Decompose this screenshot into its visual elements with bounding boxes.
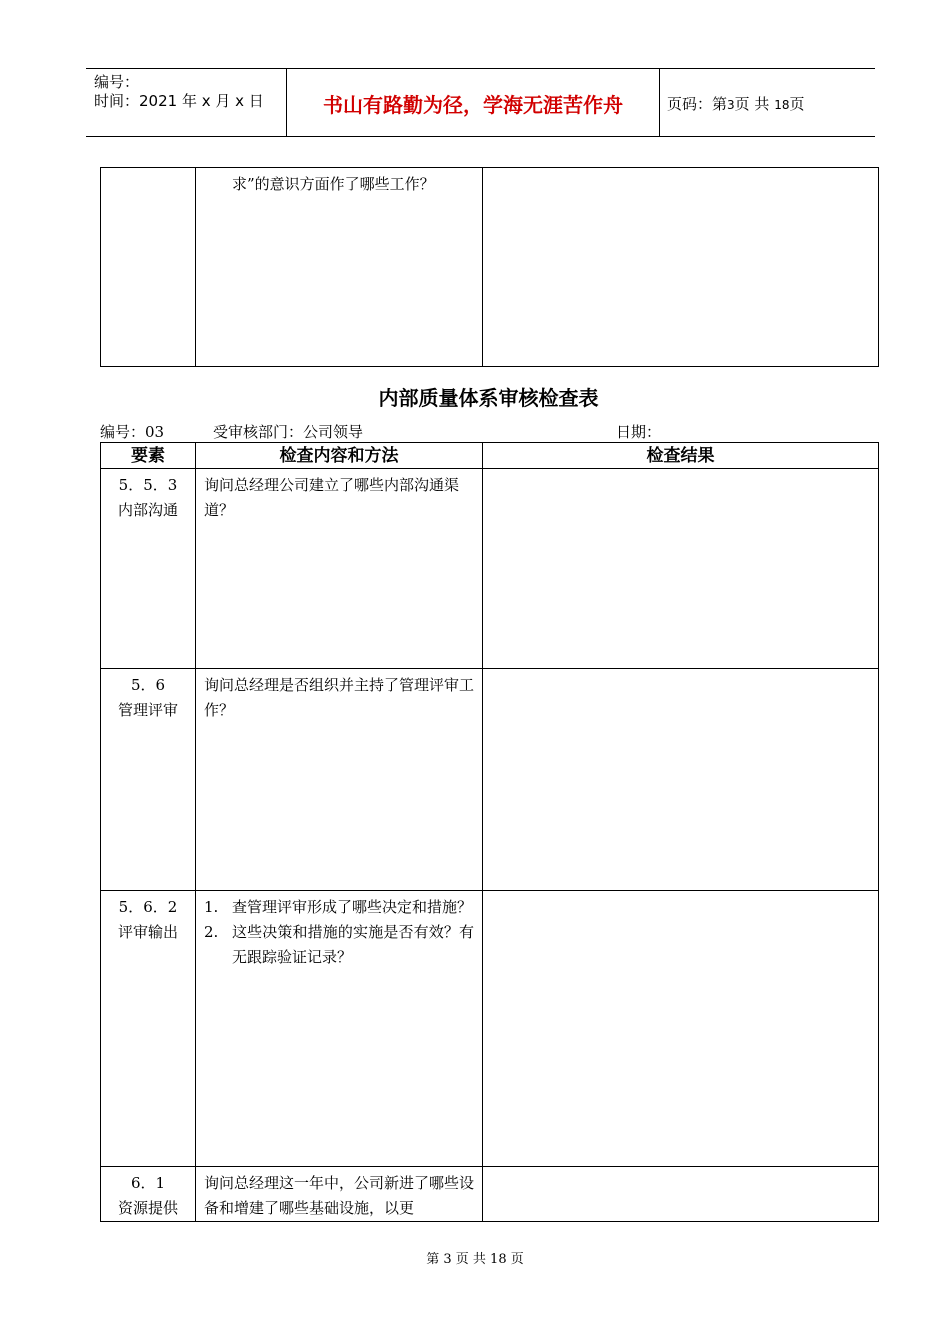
list-item-text: 查管理评审形成了哪些决定和措施？ bbox=[232, 898, 473, 916]
continuation-content-cell: 求”的意识方面作了哪些工作？ bbox=[196, 168, 483, 367]
content-cell: 询问总经理是否组织并主持了管理评审工作？ bbox=[196, 669, 483, 891]
header-page-suffix: 页 bbox=[789, 95, 805, 113]
element-cell bbox=[101, 1167, 196, 1222]
table-row bbox=[101, 891, 879, 1167]
check-item-list bbox=[204, 895, 474, 970]
content-cell: 询问总经理公司建立了哪些内部沟通渠道？ bbox=[196, 469, 483, 669]
continuation-result-cell bbox=[483, 168, 879, 367]
table-row bbox=[101, 469, 879, 669]
col-header-element: 要素 bbox=[101, 443, 196, 469]
header-page-info bbox=[667, 94, 805, 115]
element-name: 管理评审 bbox=[117, 701, 178, 719]
table-row bbox=[101, 1167, 879, 1222]
element-number: 5．6．2 bbox=[118, 898, 178, 916]
content-cell bbox=[196, 891, 483, 1167]
element-number: 6．1 bbox=[130, 1174, 166, 1192]
list-item-number: 1. bbox=[204, 898, 219, 916]
header-serial-label: 编号： bbox=[94, 73, 140, 91]
header-motto: 书山有路勤为径，学海无涯苦作舟 bbox=[323, 93, 623, 117]
page-footer: 第 3 页 共 18 页 bbox=[426, 1252, 524, 1267]
header-page-total: 18 bbox=[774, 98, 790, 112]
header-time-label: 时间：2021 年 x 月 x 日 bbox=[94, 92, 264, 110]
result-cell bbox=[483, 1167, 879, 1222]
header-divider-right bbox=[659, 68, 660, 136]
header-page-mid: 页 共 bbox=[734, 95, 770, 113]
continuation-table bbox=[100, 167, 879, 367]
form-department: 受审核部门：公司领导 bbox=[213, 423, 364, 441]
element-name: 资源提供 bbox=[117, 1199, 178, 1217]
result-cell bbox=[483, 669, 879, 891]
header-page-prefix: 页码：第 bbox=[667, 95, 728, 113]
element-cell bbox=[101, 469, 196, 669]
checklist-table bbox=[100, 442, 879, 1222]
element-name: 评审输出 bbox=[117, 923, 178, 941]
list-item-number: 2. bbox=[204, 923, 219, 941]
table-row bbox=[101, 669, 879, 891]
content-cell: 询问总经理这一年中，公司新进了哪些设备和增建了哪些基础设施，以更 bbox=[196, 1167, 483, 1222]
header-top-rule bbox=[86, 68, 875, 69]
result-cell bbox=[483, 469, 879, 669]
form-serial: 编号：03 bbox=[100, 423, 165, 441]
element-number: 5．5．3 bbox=[118, 476, 178, 494]
element-cell bbox=[101, 669, 196, 891]
checklist-header-row bbox=[101, 443, 879, 469]
form-title: 内部质量体系审核检查表 bbox=[378, 386, 599, 410]
col-header-result: 检查结果 bbox=[483, 443, 879, 469]
form-date: 日期： bbox=[616, 423, 662, 441]
col-header-content: 检查内容和方法 bbox=[196, 443, 483, 469]
list-item bbox=[204, 920, 474, 970]
continuation-row bbox=[101, 168, 879, 367]
header-bottom-rule bbox=[86, 136, 875, 137]
element-cell bbox=[101, 891, 196, 1167]
result-cell bbox=[483, 891, 879, 1167]
list-item-text: 这些决策和措施的实施是否有效？有无跟踪验证记录？ bbox=[232, 923, 474, 966]
continuation-element-cell bbox=[101, 168, 196, 367]
element-name: 内部沟通 bbox=[117, 501, 178, 519]
list-item bbox=[204, 895, 474, 920]
element-number: 5．6 bbox=[130, 676, 166, 694]
header-page-num: 3 bbox=[727, 98, 735, 112]
